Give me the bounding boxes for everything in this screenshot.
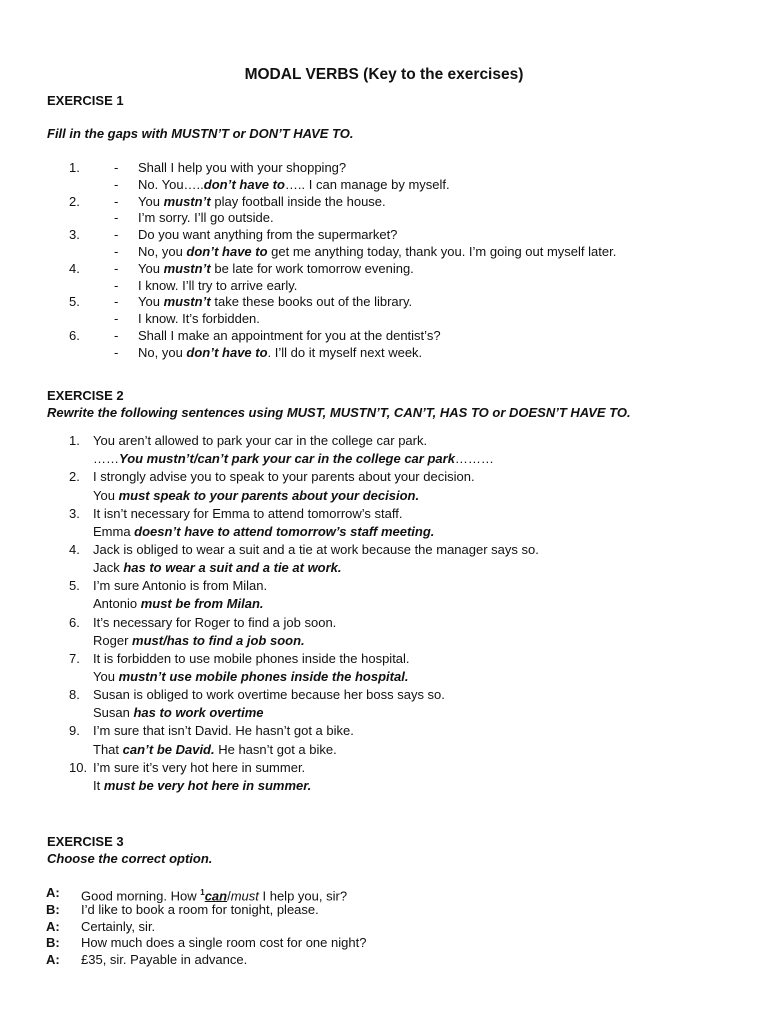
exercise-2-instruction: Rewrite the following sentences using MUST, MUSTN’T, CAN’T, HAS TO or DOESN’T HAVE TO.: [47, 405, 631, 420]
answer-text: has to wear a suit and a tie at work.: [123, 560, 342, 576]
text-segment: That: [93, 741, 123, 757]
text-segment: Emma: [93, 523, 135, 539]
item-number: 7.: [69, 650, 80, 666]
answer-text: You mustn’t/can’t park your car in the college car park: [119, 451, 455, 467]
text-segment: Do you want anything from the supermarket?: [138, 227, 398, 243]
text-segment: ………: [454, 451, 494, 467]
answer-line: [93, 487, 419, 504]
dash-marker: -: [114, 344, 119, 360]
answer-text: mustn’t: [163, 193, 211, 209]
answer-line: [93, 632, 305, 649]
dialogue-text: Certainly, sir.: [81, 918, 156, 934]
answer-text: mustn’t use mobile phones inside the hospital.: [118, 669, 409, 684]
question-text: You aren’t allowed to park your car in the college car park.: [93, 433, 428, 448]
text-segment: Antonio: [93, 596, 141, 612]
text-segment: get me anything today, thank you. I’m going out myself later.: [267, 244, 617, 259]
answer-line: [93, 559, 342, 576]
speaker-label: A:: [46, 952, 60, 968]
line-text: [138, 277, 297, 294]
answer-text: don’t have to: [186, 244, 268, 259]
exercise-3-heading: EXERCISE 3: [47, 834, 124, 849]
text-segment: Roger: [93, 632, 133, 648]
dash-marker: -: [114, 294, 119, 310]
line-text: [138, 260, 414, 277]
item-number: 4.: [69, 541, 80, 557]
answer-text: has to work overtime: [133, 705, 264, 721]
dialogue-text: £35, sir. Payable in advance.: [81, 952, 248, 968]
answer-line: [93, 741, 337, 758]
dash-marker: -: [114, 193, 119, 209]
document-title: MODAL VERBS (Key to the exercises): [244, 66, 524, 83]
dialogue-text: I’d like to book a room for tonight, please.: [81, 901, 319, 917]
line-text: [138, 193, 386, 210]
text-segment: be late for work tomorrow evening.: [210, 260, 414, 276]
line-text: [138, 243, 616, 260]
answer-text: must be very hot here in summer.: [103, 777, 312, 793]
item-number: 5.: [69, 294, 80, 310]
speaker-label: A:: [46, 918, 60, 934]
dash-marker: -: [114, 260, 119, 276]
answer-text: must be from Milan.: [140, 596, 264, 612]
line-text: [138, 176, 450, 193]
exercise-3-instruction: Choose the correct option.: [47, 851, 213, 866]
dash-marker: -: [114, 227, 119, 243]
line-text: [138, 209, 274, 226]
answer-text: mustn’t: [163, 294, 211, 310]
answer-text: don’t have to: [186, 344, 268, 360]
question-text: I’m sure Antonio is from Milan.: [93, 578, 268, 594]
answer-text: don’t have to: [203, 176, 285, 192]
line-text: [138, 344, 422, 361]
dash-marker: -: [114, 277, 119, 293]
text-segment: take these books out of the library.: [210, 294, 413, 310]
answer-line: [93, 595, 264, 612]
text-segment: No, you: [138, 244, 187, 259]
item-number: 1.: [69, 433, 80, 448]
item-number: 8.: [69, 687, 80, 703]
item-number: 6.: [69, 328, 80, 343]
item-number: 2.: [69, 469, 80, 485]
question-text: Susan is obliged to work overtime because her boss says so.: [93, 687, 445, 703]
text-segment: You: [138, 193, 164, 209]
exercise-1-instruction: Fill in the gaps with MUSTN’T or DON’T HAVE TO.: [47, 126, 354, 141]
question-text: It isn’t necessary for Emma to attend tomorrow’s staff.: [93, 505, 403, 521]
dash-marker: -: [114, 160, 119, 175]
text-segment: No. You…..: [138, 176, 204, 192]
answer-text: mustn’t: [163, 260, 211, 276]
dash-marker: -: [114, 176, 119, 192]
text-segment: It: [93, 777, 104, 793]
answer-line: [93, 777, 311, 794]
text-segment: Shall I help you with your shopping?: [138, 160, 347, 175]
item-number: 5.: [69, 578, 80, 594]
text-segment: play football inside the house.: [210, 193, 386, 209]
item-number: 9.: [69, 723, 80, 739]
dash-marker: -: [114, 210, 119, 226]
question-text: I’m sure it’s very hot here in summer.: [93, 759, 306, 775]
text-segment: You: [93, 669, 119, 684]
item-number: 3.: [69, 505, 80, 521]
answer-text: doesn’t have to attend tomorrow’s staff meeting.: [134, 523, 435, 539]
dash-marker: -: [114, 311, 119, 327]
line-text: [138, 310, 260, 327]
other-option: must: [230, 888, 259, 904]
text-segment: . I’ll do it myself next week.: [267, 344, 423, 360]
text-segment: I know. I’ll try to arrive early.: [138, 277, 298, 293]
text-segment: You: [138, 260, 164, 276]
answer-line: [93, 523, 434, 540]
line-text: [138, 226, 397, 243]
gap-number: 1: [200, 888, 205, 897]
item-number: 6.: [69, 614, 80, 630]
dialogue-text: How much does a single room cost for one night?: [81, 935, 367, 951]
question-text: I’m sure that isn’t David. He hasn’t got a bike.: [93, 723, 354, 739]
dash-marker: -: [114, 244, 119, 259]
text-segment: You: [138, 294, 164, 310]
text-segment: Jack: [93, 560, 124, 576]
text-segment: Susan: [93, 705, 134, 721]
answer-line: [93, 450, 494, 467]
text-segment: ……: [93, 451, 119, 467]
item-number: 1.: [69, 160, 80, 175]
line-text: [138, 293, 412, 310]
question-text: Jack is obliged to wear a suit and a tie at work because the manager says so.: [93, 541, 539, 557]
option-separator: /: [227, 888, 231, 904]
speaker-label: A:: [46, 885, 60, 900]
text-segment: Good morning. How: [81, 888, 201, 904]
text-segment: You: [93, 487, 119, 503]
speaker-label: B:: [46, 901, 60, 917]
question-text: It’s necessary for Roger to find a job soon.: [93, 614, 337, 630]
answer-text: can’t be David.: [122, 741, 215, 757]
text-segment: He hasn’t got a bike.: [214, 741, 337, 757]
answer-text: must/has to find a job soon.: [132, 632, 305, 648]
dash-marker: -: [114, 328, 119, 343]
item-number: 10.: [69, 759, 88, 775]
text-segment: ….. I can manage by myself.: [284, 176, 450, 192]
question-text: I strongly advise you to speak to your parents about your decision.: [93, 469, 475, 485]
answer-line: [93, 704, 264, 721]
item-number: 3.: [69, 227, 80, 243]
text-segment: No, you: [138, 344, 187, 360]
answer-text: must speak to your parents about your decision.: [118, 487, 420, 503]
text-segment: I help you, sir?: [258, 888, 348, 904]
answer-line: [93, 668, 408, 685]
text-segment: I know. It’s forbidden.: [138, 311, 260, 327]
exercise-1-heading: EXERCISE 1: [47, 93, 124, 108]
line-text: [138, 327, 441, 344]
item-number: 2.: [69, 193, 80, 209]
correct-option: can: [204, 888, 228, 904]
question-text: It is forbidden to use mobile phones inside the hospital.: [93, 650, 410, 666]
speaker-label: B:: [46, 935, 60, 951]
text-segment: I’m sorry. I’ll go outside.: [138, 210, 274, 226]
line-text: [138, 159, 346, 176]
exercise-2-heading: EXERCISE 2: [47, 388, 124, 403]
item-number: 4.: [69, 260, 80, 276]
text-segment: Shall I make an appointment for you at the dentist’s?: [138, 328, 441, 343]
